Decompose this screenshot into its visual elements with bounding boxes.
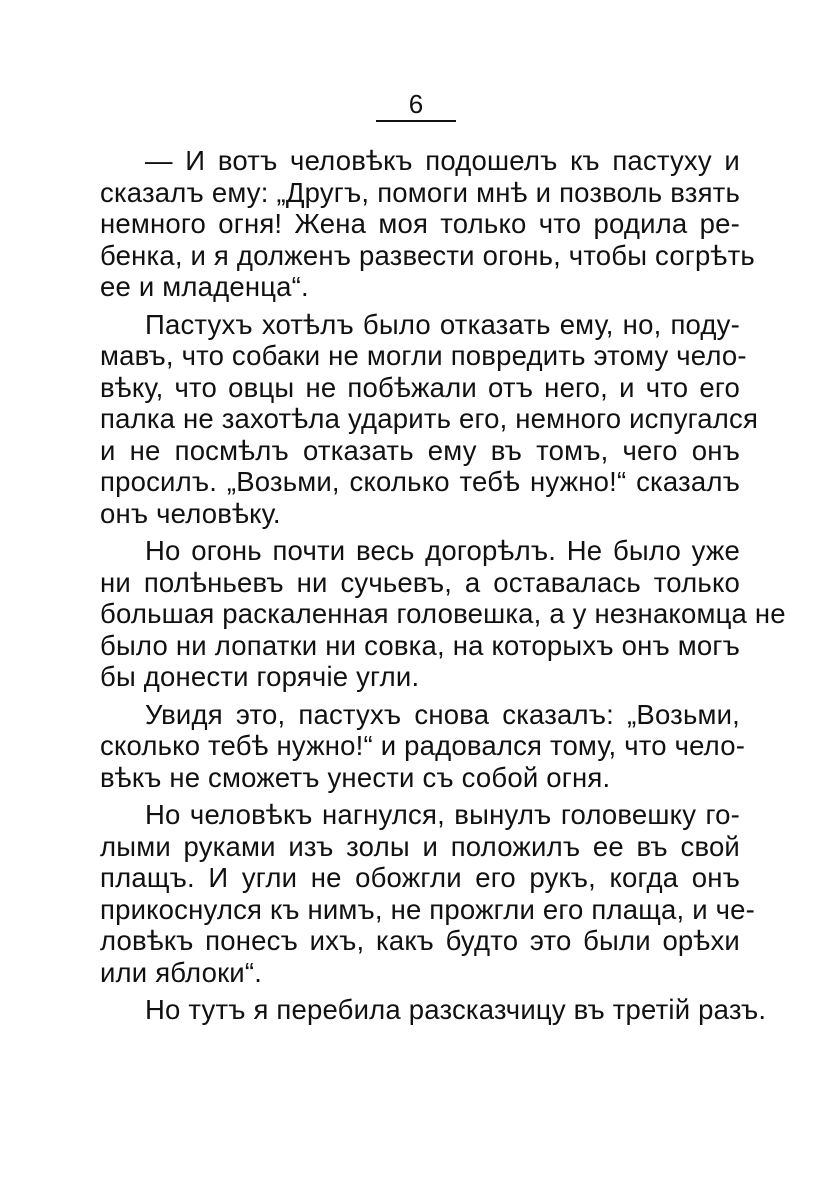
text-line: Пастухъ хотѣлъ было отказать ему, но, поду- <box>145 308 740 340</box>
text-line: Но огонь почти весь догорѣлъ. Не было уже <box>145 535 740 566</box>
text-line: лыми руками изъ золы и положилъ ее въ свой <box>100 830 740 862</box>
text-line: мавъ, что собаки не могли повредить этому чело- <box>100 340 747 371</box>
text-line: просилъ. „Возьми, сколько тебѣ нужно!“ сказалъ <box>100 466 740 497</box>
text-line: плащъ. И угли не обожгли его рукъ, когда онъ <box>100 862 740 893</box>
text-line: или яблоки“. <box>100 956 263 988</box>
paragraph <box>100 994 767 1026</box>
text-line: сколько тебѣ нужно!“ и радовался тому, что чело- <box>100 730 746 761</box>
text-line: палка не захотѣла ударить его, немного испугался <box>100 403 759 434</box>
text-line: прикоснулся къ нимъ, не прожгли его плаща, и че- <box>100 893 756 925</box>
paragraph <box>100 698 746 794</box>
text-line: было ни лопатки ни совка, на которыхъ онъ могъ <box>100 629 740 661</box>
text-line: Увидя это, пастухъ снова сказалъ: „Возьми, <box>145 698 740 730</box>
paragraph <box>100 308 759 530</box>
text-line: немного огня! Жена моя только что родила ре- <box>100 208 740 239</box>
text-line: Но тутъ я перебила разсказчицу въ третій разъ. <box>145 994 767 1025</box>
text-line: онъ человѣку. <box>100 497 281 529</box>
paragraph <box>100 535 786 693</box>
body-text <box>100 145 786 1032</box>
text-line: ловѣкъ понесъ ихъ, какъ будто это были орѣхи <box>100 925 740 956</box>
page-number-rule <box>376 120 456 122</box>
page-number: 6 <box>408 89 424 119</box>
paragraph <box>100 799 756 988</box>
text-line: ее и младенца“. <box>100 271 309 302</box>
text-line: — И вотъ человѣкъ подошелъ къ пастуху и <box>145 145 740 176</box>
text-line: вѣку, что овцы не побѣжали отъ него, и что его <box>100 371 740 403</box>
text-line: сказалъ ему: „Другъ, помоги мнѣ и позволь взять <box>100 176 740 208</box>
text-line: Но человѣкъ нагнулся, вынулъ головешку го- <box>145 799 740 830</box>
paragraph <box>100 145 755 303</box>
text-line: вѣкъ не сможетъ унести съ собой огня. <box>100 761 611 793</box>
text-line: бы донести горячіе угли. <box>100 661 420 692</box>
text-line: и не посмѣлъ отказать ему въ томъ, чего онъ <box>100 434 740 466</box>
text-line: ни полѣньевъ ни сучьевъ, а оставалась только <box>100 566 740 598</box>
text-line: бенка, и я долженъ развести огонь, чтобы согрѣть <box>100 239 755 271</box>
text-line: большая раскаленная головешка, а у незнакомца не <box>100 598 786 629</box>
